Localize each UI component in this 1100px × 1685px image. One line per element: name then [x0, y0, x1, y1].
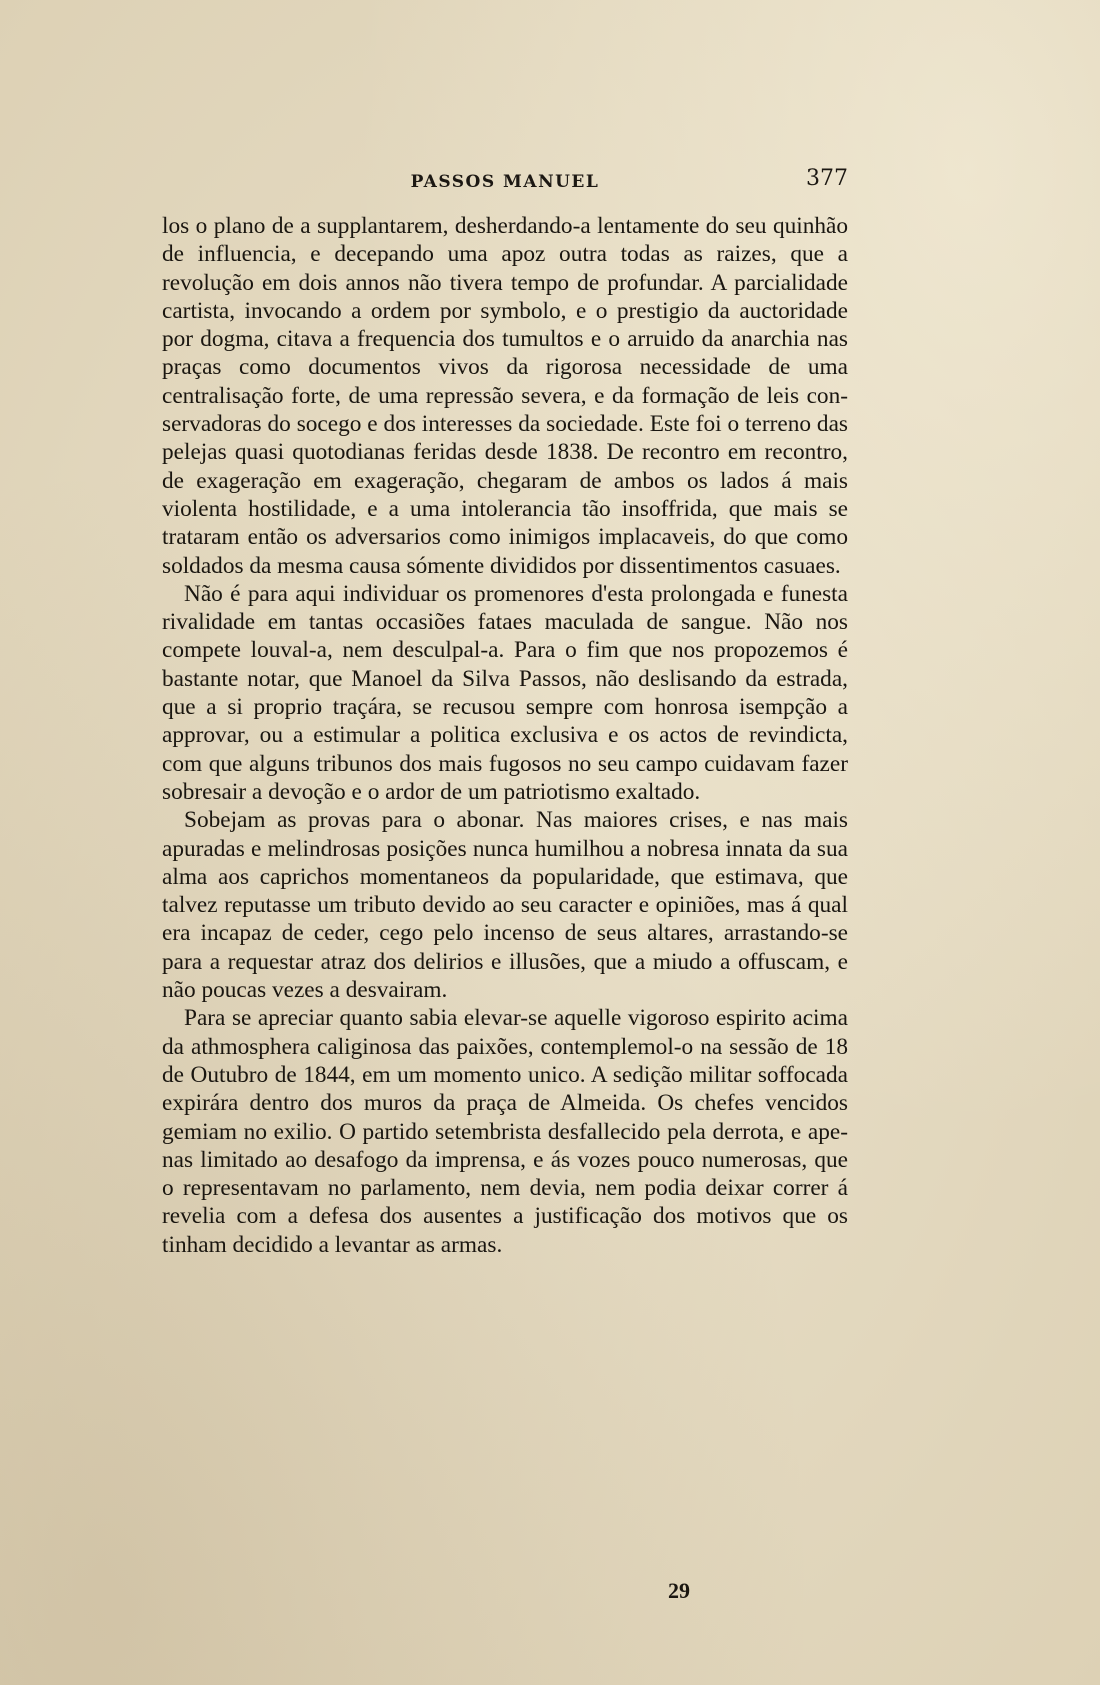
signature-mark: 29	[668, 1578, 690, 1603]
page-number: 377	[806, 166, 848, 191]
paragraph-2: Não é para aqui individuar os promenores d'esta prolongada e funesta rivalidade em tantas occasiões fataes maculada de sangue. Não nos compete louval-a, nem desculpal-a. Para o fim que nos propozemos é bastante notar, que Manoel da Silva Passos, não deslisando da estrada, que a si proprio traçára, se recusou sempre com honrosa isempção a approvar, ou a estimular a politica exclusiva e os actos de revindicta, com que alguns tribunos dos mais fugosos no seu campo cuidavam fazer sobresair a devoção e o ardor de um patriotismo exaltado.	[162, 580, 848, 805]
paragraph-3: Sobejam as provas para o abonar. Nas maiores crises, e nas mais apuradas e melindrosas posições nunca humilhou a nobresa innata da sua alma aos caprichos momentaneos da popularidade, que estimava, que talvez reputasse um tributo devido ao seu caracter e opiniões, mas á qual era incapaz de ceder, cego pelo incenso de seus altares, arrastando-se para a requestar atraz dos delirios e illusões, que a miudo a offuscam, e não poucas vezes a desvairam.	[162, 807, 848, 1004]
running-head: PASSOS MANUEL	[410, 172, 600, 192]
body-text	[162, 212, 848, 1259]
page-header	[162, 166, 848, 202]
paragraph-1: los o plano de a supplantarem, desherdando-a lentamente do seu quinhão de influencia, e decepando uma apoz outra todas as raizes, que a revolução em dois annos não tivera tempo de profundar. A parcialidade cartista, invocando a ordem por symbolo, e o prestigio da auctoridade por dogma, citava a frequencia dos tumultos e o arruido da anarchia nas praças como documentos vivos da rigorosa necessidade de uma centralisação forte, de uma repressão severa, e da formação de leis conservadoras do socego e dos interesses da sociedade. Este foi o terreno das pelejas quasi quotodianas feridas desde 1838. De recontro em recontro, de exageração em exageração, chegaram de ambos os lados á mais violenta hostilidade, e a uma intolerancia tão insoffrida, que mais se trataram então os adversarios como inimigos implacaveis, do que como soldados da mesma causa sómente divididos por dissentimentos casuaes.	[162, 213, 848, 579]
paragraph-4: Para se apreciar quanto sabia elevar-se aquelle vigoroso espirito acima da athmosphera caliginosa das paixões, contemplemol-o na sessão de 18 de Outubro de 1844, em um momento unico. A sedição militar soffocada expirára dentro dos muros da praça de Almeida. Os chefes vencidos gemiam no exilio. O partido setembrista desfallecido pela derrota, e apenas limitado ao desafogo da imprensa, e ás vozes pouco numerosas, que o representavam no parlamento, nem devia, nem podia deixar correr á revelia com a defesa dos ausentes a justificação dos motivos que os tinham decidido a levantar as armas.	[162, 1005, 848, 1258]
